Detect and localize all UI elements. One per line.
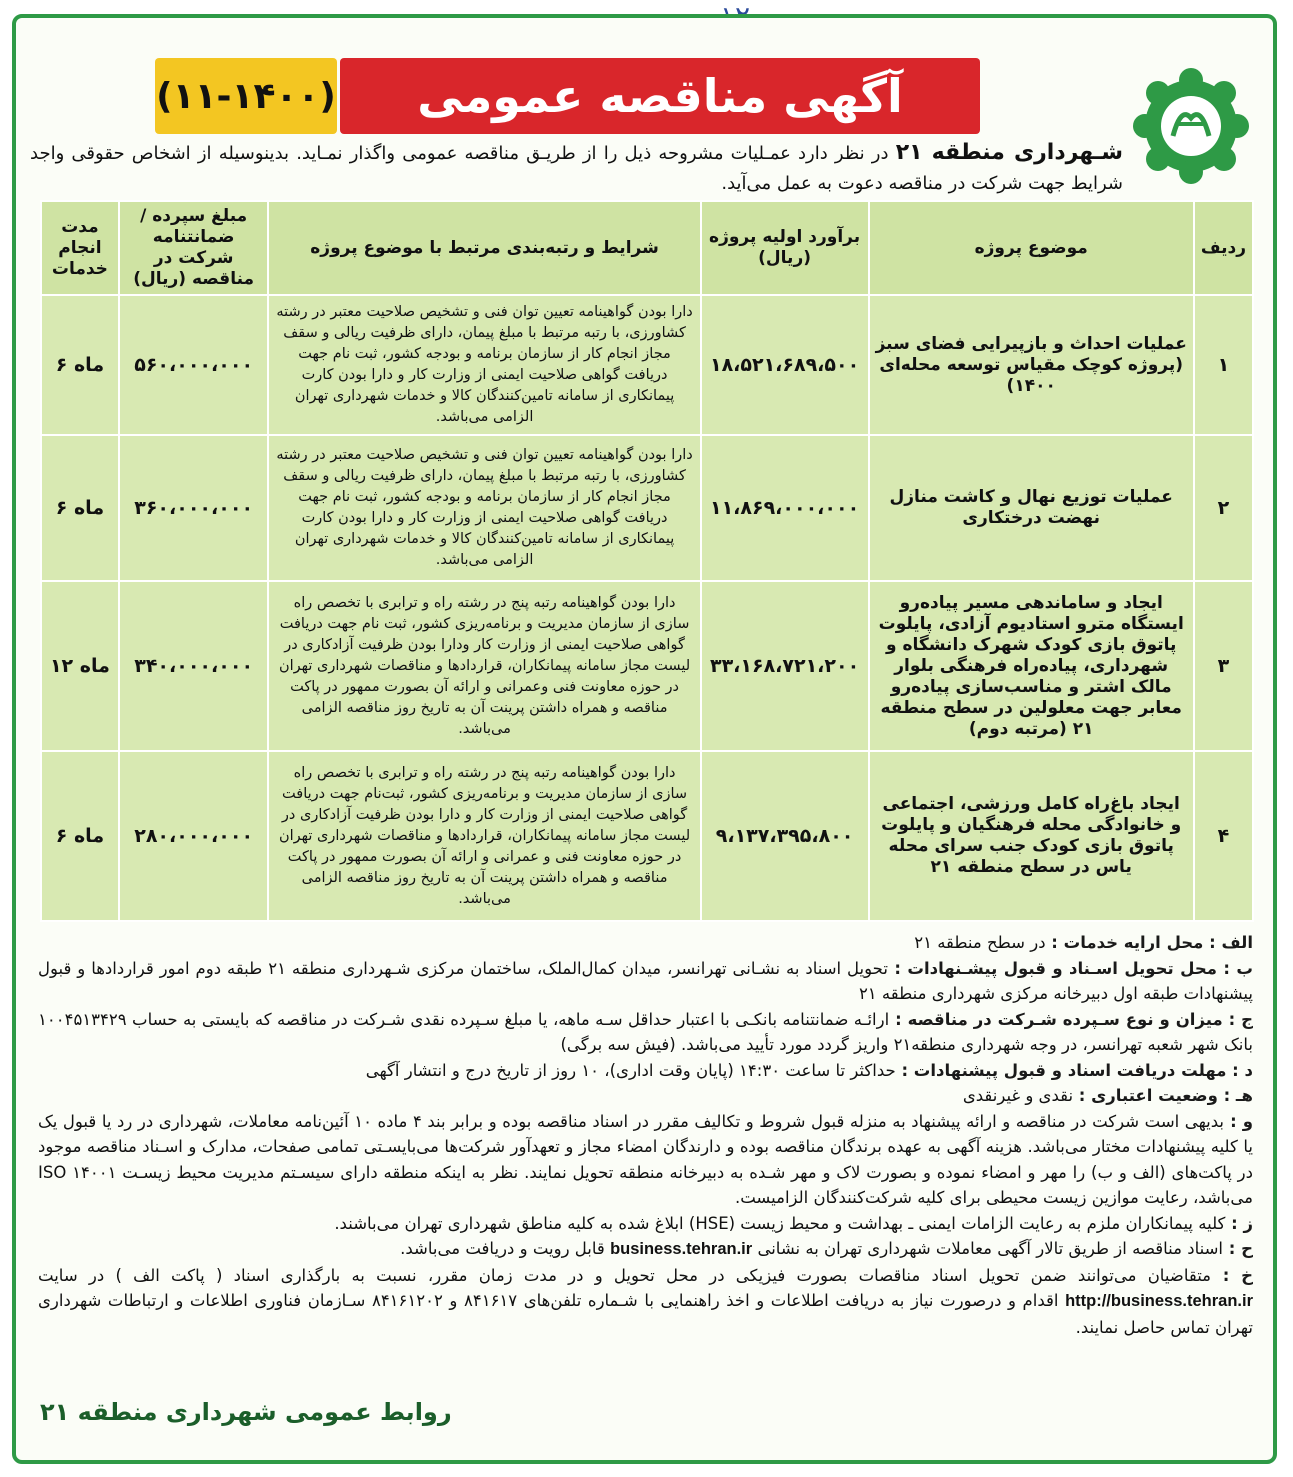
clause-c-text: ارائـه ضمانتنامه بانکـی با اعتبار حداقل سـه ماهه، یا مبلغ سـپرده نقدی شـرکت در مناقصه که بایستی به حساب ۱۰۰۴۵۱۳۴۲۹ بانک شهر شعبه تهرانسر، در وجه شهرداری منطقه۲۱ واریز گردد مورد تأیید می‌باشد. (فیش سه برگی): [38, 1009, 1253, 1054]
project-subject: عملیات احداث و بازپیرایی فضای سبز (پروژه کوچک مقیاس توسعه محله‌ای ۱۴۰۰): [869, 295, 1194, 435]
table-row: [41, 581, 1253, 751]
project-estimate: ۹،۱۳۷،۳۹۵،۸۰۰: [701, 751, 869, 921]
clause-d: [38, 1058, 1253, 1084]
row-number: ۲: [1194, 435, 1253, 581]
project-duration: ۶ ماه: [41, 751, 119, 921]
clause-c-label: ج : میزان و نوع سـپرده شـرکت در مناقصه :: [889, 1009, 1253, 1029]
projects-table: [40, 200, 1254, 922]
project-duration: ۶ ماه: [41, 295, 119, 435]
clause-a: [38, 930, 1253, 956]
row-number: ۳: [1194, 581, 1253, 751]
clause-h: [38, 1236, 1253, 1263]
clause-e: [38, 1083, 1253, 1109]
tender-clauses: [38, 930, 1253, 1340]
clause-d-text: حداکثر تا ساعت ۱۴:۳۰ (پایان وقت اداری)، ۱۰ روز از تاریخ درج و انتشار آگهی: [365, 1060, 896, 1080]
project-duration: ۶ ماه: [41, 435, 119, 581]
organization-name: شـهرداری منطقه ۲۱: [895, 140, 1123, 165]
header-subject: موضوع پروژه: [869, 201, 1194, 295]
row-number: ۱: [1194, 295, 1253, 435]
clause-f-text: بدیهی است شرکت در مناقصه و ارائه پیشنهاد به منزله قبول شروط و تکالیف مقرر در اسناد مناقصه بوده و برابر بند ۴ ماده ۱۰ آئین‌نامه معاملات، شهرداری در رد یا قبول یک یا کلیه پیشنهادات مختار می‌باشد. هزینه آگهی به عهده برندگان مناقصه بوده و دارندگان امضاء مجاز و تعهدآور شرکت‌ها می‌بایسـتی تمامی صفحات، مدارک و اسـناد مناقصه موجود در پاکت‌های (الف و ب) را مهر و امضاء نموده و بصورت لاک و مهر شـده به دبیرخانه منطقه تحویل نمایند. نظر به اینکه منطقه دارای سیسـتم مدیریت محیط زیسـت ISO ۱۴۰۰۱ می‌باشد، رعایت موازین زیست محیطی برای کلیه شرکت‌کنندگان الزامیست.: [38, 1111, 1253, 1207]
clause-i: [38, 1263, 1253, 1341]
clause-h-text-2: قابل رویت و دریافت می‌باشد.: [400, 1239, 611, 1258]
clause-a-text: در سطح منطقه ۲۱: [914, 933, 1046, 952]
project-conditions: دارا بودن گواهینامه تعیین توان فنی و تشخیص صلاحیت معتبر در رشته کشاورزی، با رتبه مرتبط با مبلغ پیمان، دارای ظرفیت ریالی و سقف مجاز انجام کار از سازمان برنامه و بودجه کشور، ثبت نام جهت دریافت گواهی صلاحیت ایمنی از وزارت کار و دارا بودن کارت پیمانکاری از سامانه تامین‌کنندگان کالا و خدمات شهرداری تهران الزامی می‌باشد.: [268, 435, 700, 581]
clause-g-text: کلیه پیمانکاران ملزم به رعایت الزامات ایمنی ـ بهداشت و محیط زیست (HSE) ابلاغ شده به کلیه مناطق شهرداری تهران می‌باشند.: [334, 1213, 1226, 1233]
project-deposit: ۵۶۰،۰۰۰،۰۰۰: [119, 295, 269, 435]
table-row: [41, 751, 1253, 921]
clause-d-label: د : مهلت دریافت اسناد و قبول پیشنهادات :: [895, 1060, 1253, 1080]
header-conditions: شرایط و رتبه‌بندی مرتبط با موضوع پروژه: [268, 201, 700, 295]
row-number: ۴: [1194, 751, 1253, 921]
clause-i-label: خ :: [1211, 1265, 1253, 1285]
project-estimate: ۱۸،۵۲۱،۶۸۹،۵۰۰: [701, 295, 869, 435]
clause-h-text-1: اسناد مناقصه از طریق تالار آگهی معاملات شهرداری تهران به نشانی: [752, 1239, 1224, 1258]
project-deposit: ۳۶۰،۰۰۰،۰۰۰: [119, 435, 269, 581]
project-subject: ایجاد و ساماندهی مسیر پیاده‌رو ایستگاه مترو استادیوم آزادی، پایلوت پاتوق بازی کودک شهرک دانشگاه و شهرداری، پیاده‌راه فرهنگی بلوار مالک اشتر و مناسب‌سازی پیاده‌رو معابر جهت معلولین در سطح منطقه ۲۱ (مرتبه دوم): [869, 581, 1194, 751]
clause-i-text-2: اقدام و درصورت نیاز به دریافت اطلاعات و اخذ راهنمایی با شـماره تلفن‌های ۸۴۱۶۱۷ و ۸۴۱۶۱۲۰۲ سـازمان فناوری اطلاعات و ارتباطات شهرداری تهران تماس حاصل نمایند.: [38, 1291, 1253, 1337]
table-header-row: [41, 201, 1253, 295]
project-estimate: ۳۳،۱۶۸،۷۲۱،۲۰۰: [701, 581, 869, 751]
business-site-link[interactable]: business.tehran.ir: [610, 1240, 753, 1258]
clause-b-label: ب : محل تحویل اسـناد و قبول پیشـنهادات :: [887, 958, 1253, 978]
clause-a-label: الف : محل ارایه خدمات :: [1045, 933, 1253, 952]
clause-f: [38, 1109, 1253, 1211]
project-deposit: ۲۸۰،۰۰۰،۰۰۰: [119, 751, 269, 921]
header-row-number: ردیف: [1194, 201, 1253, 295]
project-subject: ایجاد باغ‌راه کامل ورزشی، اجتماعی و خانوادگی محله فرهنگیان و پایلوت پاتوق بازی کودک جنب سرای محله یاس در سطح منطقه ۲۱: [869, 751, 1194, 921]
clause-h-label: ح :: [1223, 1239, 1253, 1258]
table-row: [41, 435, 1253, 581]
clause-c: [38, 1007, 1253, 1058]
clause-e-label: هـ : وضعیت اعتباری :: [1073, 1086, 1253, 1105]
table-row: [41, 295, 1253, 435]
clause-g: [38, 1211, 1253, 1237]
project-conditions: دارا بودن گواهینامه رتبه پنج در رشته راه و ترابری با تخصص راه سازی از سازمان مدیریت و برنامه‌ریزی کشور، ثبت نام جهت دریافت گواهی صلاحیت ایمنی از وزارت کار ودارا بودن ظرفیت آزادکاری در لیست مجاز سامانه پیمانکاران، قراردادها و مناقصات شهرداری تهران در حوزه معاونت فنی وعمرانی و ارائه آن بصورت ممهور در پاکت مناقصه و همراه داشتن پرینت آن به تاریخ روز مناقصه الزامی می‌باشد.: [268, 581, 700, 751]
ad-title: آگهی مناقصه عمومی: [340, 58, 980, 134]
business-site-url-link[interactable]: http://business.tehran.ir: [1065, 1292, 1253, 1310]
tehran-municipality-logo: [1131, 66, 1251, 186]
project-subject: عملیات توزیع نهال و کاشت منازل نهضت درختکاری: [869, 435, 1194, 581]
header-estimate: برآورد اولیه پروژه (ریال): [701, 201, 869, 295]
clause-b: [38, 956, 1253, 1007]
clause-g-label: ز :: [1225, 1213, 1253, 1233]
project-estimate: ۱۱،۸۶۹،۰۰۰،۰۰۰: [701, 435, 869, 581]
project-deposit: ۳۴۰،۰۰۰،۰۰۰: [119, 581, 269, 751]
clause-i-text-1: متقاضیان می‌توانند ضمن تحویل اسناد مناقصات بصورت فیزیکی در محل تحویل و در مدت زمان مقرر، نسبت به بارگذاری اسناد ( پاکت الف ) در سایت: [38, 1265, 1212, 1285]
header-deposit: مبلغ سپرده / ضمانتنامه شرکت در مناقصه (ریال): [119, 201, 269, 295]
clause-e-text: نقدی و غیرنقدی: [962, 1086, 1074, 1105]
header-duration: مدت انجام خدمات: [41, 201, 119, 295]
project-conditions: دارا بودن گواهینامه تعیین توان فنی و تشخیص صلاحیت معتبر در رشته کشاورزی، با رتبه مرتبط با مبلغ پیمان، دارای ظرفیت ریالی و سقف مجاز انجام کار از سازمان برنامه و بودجه کشور، ثبت نام جهت دریافت گواهی صلاحیت ایمنی از وزارت کار و دارا بودن کارت پیمانکاری از سامانه تامین‌کنندگان کالا و خدمات شهرداری تهران الزامی می‌باشد.: [268, 295, 700, 435]
clause-b-text: تحویل اسناد به نشـانی تهرانسر، میدان کمال‌الملک، ساختمان مرکزی شـهرداری منطقه ۲۱ طبقه دوم امور قراردادها و قبول پیشنهادات طبقه اول دبیرخانه مرکزی شهرداری منطقه ۲۱: [38, 958, 1253, 1003]
tender-number: (۱۱-۱۴۰۰): [155, 58, 337, 134]
intro-paragraph: [30, 138, 1123, 199]
clause-f-label: و :: [1224, 1111, 1253, 1131]
intro-text: در نظر دارد عمـلیات مشروحه ذیل را از طریـق مناقصه عمومی واگذار نمـاید. بدینوسیله از اشخاص حقوقی واجد شرایط جهت شرکت در مناقصه دعوت به عمل می‌آید.: [30, 143, 1123, 194]
project-duration: ۱۲ ماه: [41, 581, 119, 751]
project-conditions: دارا بودن گواهینامه رتبه پنج در رشته راه و ترابری با تخصص راه سازی از سازمان مدیریت و برنامه‌ریزی کشور، ثبت‌نام جهت دریافت گواهی صلاحیت ایمنی از وزارت کار و دارا بودن ظرفیت آزادکاری در لیست مجاز سامانه پیمانکاران، قراردادها و مناقصات شهرداری تهران در حوزه معاونت فنی و عمرانی و ارائه آن بصورت ممهور در پاکت مناقصه و همراه داشتن پرینت آن به تاریخ روز مناقصه الزامی می‌باشد.: [268, 751, 700, 921]
public-relations-signature: روابط عمومی شهرداری منطقه ۲۱: [40, 1398, 452, 1426]
